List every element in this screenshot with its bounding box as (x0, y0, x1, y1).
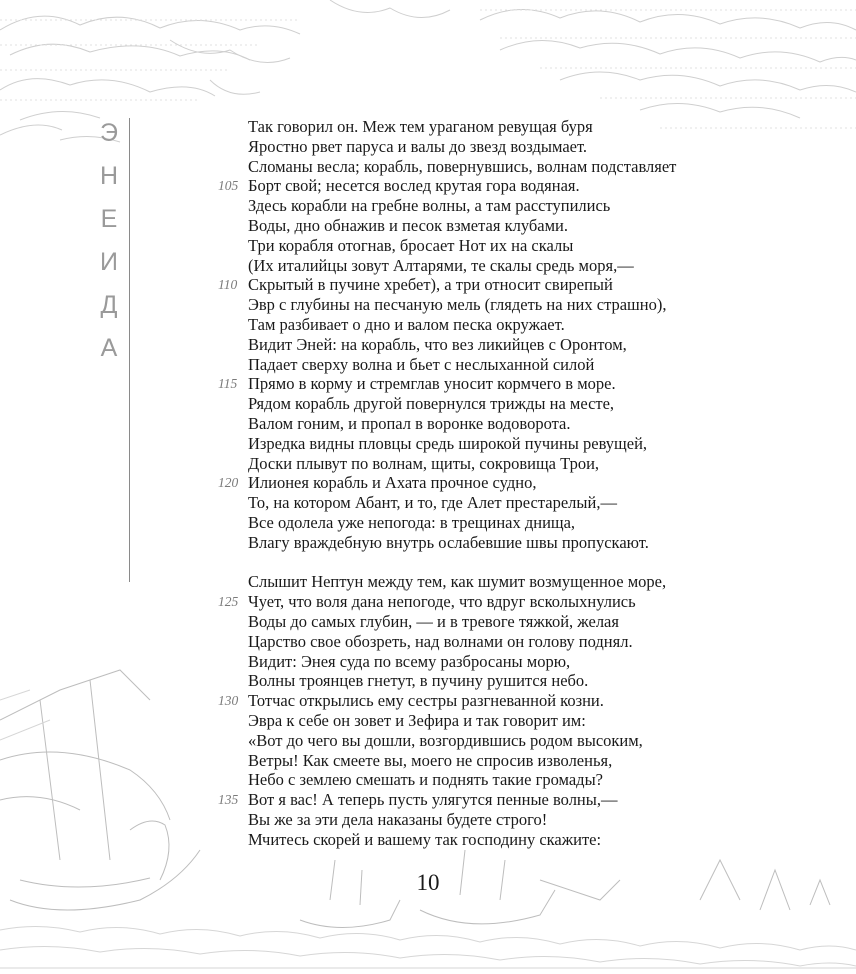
verse-line (248, 295, 748, 315)
verse-line-text: (Их италийцы зовут Алтарями, те скалы средь моря,— (248, 255, 634, 275)
verse-line (248, 454, 748, 474)
verse-line (248, 335, 748, 355)
line-number: 120 (218, 475, 239, 491)
verse-line-text: Вы же за эти дела наказаны будете строго! (248, 809, 548, 829)
verse-line (248, 711, 748, 731)
verse-line-text: Изредка видны пловцы средь широкой пучины ревущей, (248, 433, 648, 453)
verse-line-text: Там разбивает о дно и валом песка окружает. (248, 314, 565, 334)
verse-line-text: Илионея корабль и Ахата прочное судно, (248, 473, 537, 493)
verse-line (248, 572, 748, 592)
verse-line (248, 751, 748, 771)
verse-line (248, 355, 748, 375)
verse-line (248, 414, 748, 434)
verse-line-text: Тотчас открылись ему сестры разгневанной козни. (248, 691, 604, 711)
verse-line (248, 137, 748, 157)
verse-line-text: Падает сверху волна и бьет с неслыханной силой (248, 354, 595, 374)
verse-line (248, 731, 748, 751)
verse-line (218, 473, 748, 493)
verse-line (248, 236, 748, 256)
line-number: 110 (218, 277, 238, 293)
verse-line (248, 830, 748, 850)
verse-line-text: Видит: Энея суда по всему разбросаны морю, (248, 651, 571, 671)
verse-line (248, 315, 748, 335)
verse-line-text: То, на котором Абант, и то, где Алет престарелый,— (248, 493, 617, 513)
verse-line (218, 691, 748, 711)
verse-line (248, 157, 748, 177)
verse-line-text: Все одолела уже непогода: в трещинах днища, (248, 512, 576, 532)
verse-line (248, 493, 748, 513)
verse-line (248, 434, 748, 454)
poem-text (218, 117, 748, 849)
verse-line-text: Вот я вас! А теперь пусть улягутся пенные волны,— (248, 790, 618, 810)
verse-line (218, 275, 748, 295)
verse-line (248, 256, 748, 276)
verse-line-text: Эвр с глубины на песчаную мель (глядеть на них страшно), (248, 295, 667, 315)
verse-line (248, 770, 748, 790)
verse-line (248, 394, 748, 414)
verse-line (218, 592, 748, 612)
verse-line (248, 652, 748, 672)
verse-line (248, 612, 748, 632)
line-number: 105 (218, 178, 239, 194)
verse-line (248, 196, 748, 216)
verse-line-text: Здесь корабли на гребне волны, а там расступились (248, 196, 611, 216)
verse-line (248, 216, 748, 236)
verse-line (218, 176, 748, 196)
verse-line-text: «Вот до чего вы дошли, возгордившись родом высоким, (248, 730, 643, 750)
verse-line (248, 632, 748, 652)
verse-line-text: Яростно рвет паруса и валы до звезд воздымает. (248, 136, 588, 156)
verse-line (248, 513, 748, 533)
verse-line-text: Доски плывут по волнам, щиты, сокровища Трои, (248, 453, 600, 473)
title-letter: Д (100, 291, 118, 319)
verse-line-text: Рядом корабль другой повернулся трижды на месте, (248, 394, 615, 414)
verse-line (248, 810, 748, 830)
verse-line-text: Скрытый в пучине хребет), а три относит свирепый (248, 275, 613, 295)
verse-line (218, 790, 748, 810)
title-letter: Н (99, 162, 119, 190)
verse-line-text: Видит Эней: на корабль, что вез ликийцев с Оронтом, (248, 334, 627, 354)
verse-line-text: Мчитесь скорей и вашему так господину скажите: (248, 829, 602, 849)
verse-line-text: Валом гоним, и пропал в воронке водоворота. (248, 413, 571, 433)
verse-line-text: Прямо в корму и стремглав уносит кормчего в море. (248, 374, 616, 394)
verse-line-text: Сломаны весла; корабль, повернувшись, волнам подставляет (248, 156, 677, 176)
verse-line-text: Воды до самых глубин, — и в тревоге тяжкой, желая (248, 611, 619, 631)
verse-line-text: Небо с землею смешать и поднять такие громады? (248, 770, 603, 790)
verse-line-text: Три корабля отогнав, бросает Нот их на скалы (248, 235, 574, 255)
line-number: 130 (218, 693, 239, 709)
verse-line (248, 117, 748, 137)
title-divider (129, 118, 130, 582)
verse-line (218, 374, 748, 394)
verse-line-text: Волны троянцев гнетут, в пучину рушится небо. (248, 671, 589, 691)
verse-line-text: Воды, дно обнажив и песок взметая клубами. (248, 215, 568, 235)
stanza-break (248, 553, 748, 573)
verse-line-text: Борт свой; несется вослед крутая гора водяная. (248, 176, 580, 196)
book-title-vertical (96, 112, 122, 370)
verse-line-text: Эвра к себе он зовет и Зефира и так говорит им: (248, 710, 586, 730)
verse-line (248, 533, 748, 553)
line-number: 115 (218, 376, 238, 392)
line-number: 135 (218, 792, 239, 808)
title-letter: Е (100, 205, 118, 233)
verse-line (248, 671, 748, 691)
title-letter: Э (100, 119, 118, 147)
title-letter: И (100, 248, 118, 276)
verse-line-text: Чует, что воля дана непогоде, что вдруг всколыхнулись (248, 592, 636, 612)
verse-line-text: Царство свое обозреть, над волнами он голову поднял. (248, 631, 633, 651)
verse-line-text: Ветры! Как смеете вы, моего не спросив изволенья, (248, 750, 613, 770)
line-number: 125 (218, 594, 239, 610)
verse-line-text: Так говорил он. Меж тем ураганом ревущая буря (248, 117, 593, 136)
title-letter: А (100, 334, 118, 362)
page-number: 10 (416, 870, 440, 895)
verse-line-text: Слышит Нептун между тем, как шумит возмущенное море, (248, 572, 667, 592)
verse-line-text: Влагу враждебную внутрь ослабевшие швы пропускают. (248, 532, 649, 552)
